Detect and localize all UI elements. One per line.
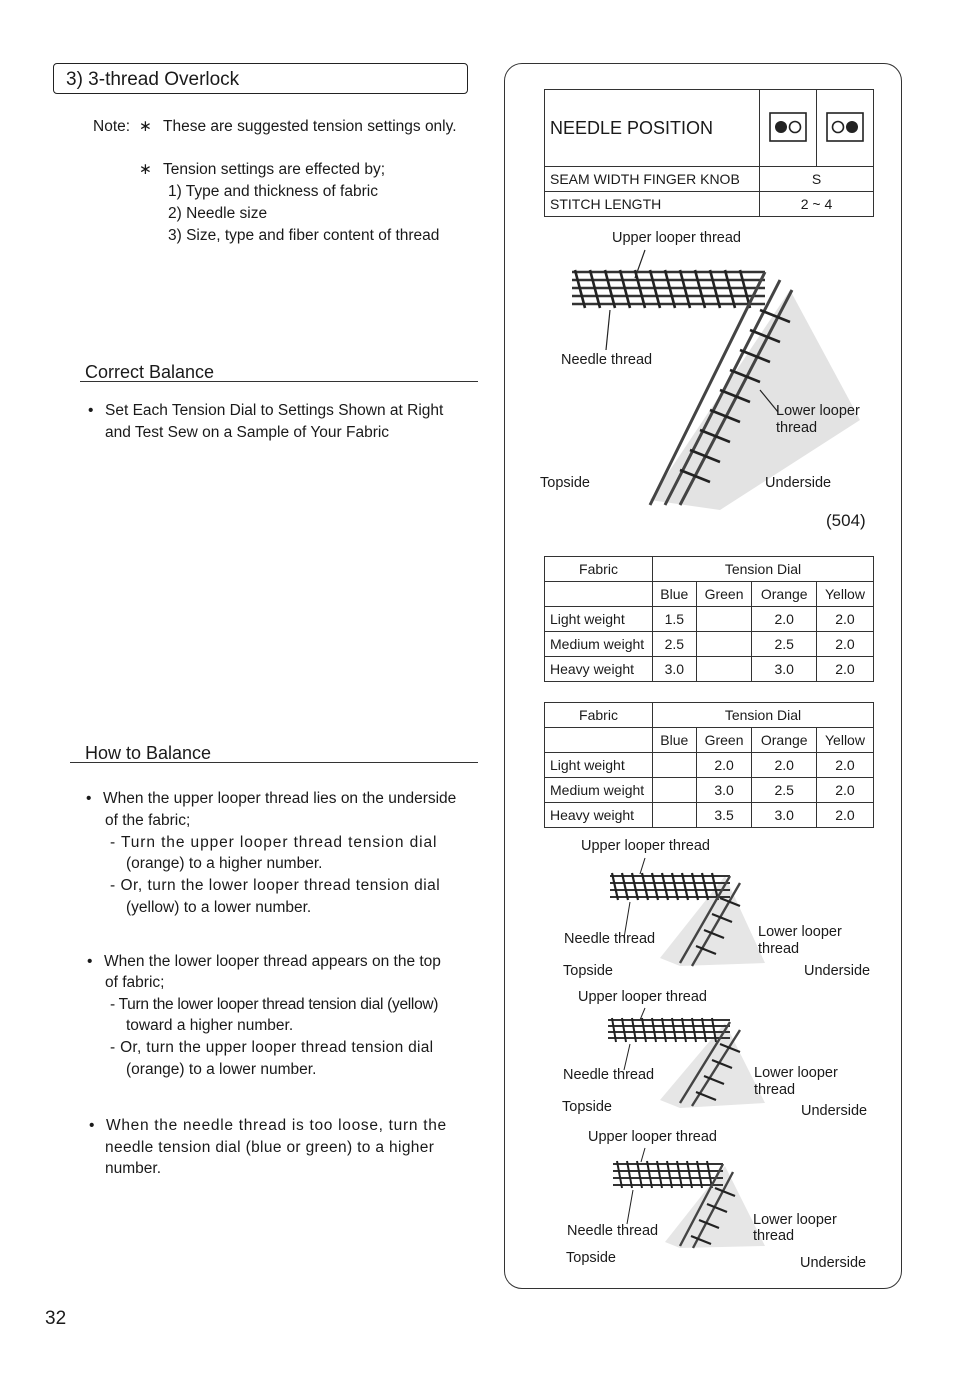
- label-lower-looper: thread: [758, 941, 800, 957]
- label-upper-looper: Upper looper thread: [578, 989, 707, 1005]
- label-underside: Underside: [804, 963, 871, 979]
- label-lower-looper: Lower looper: [753, 1212, 837, 1228]
- bullet-text: - Or, turn the lower looper thread tension dial: [110, 877, 441, 894]
- bullet-text: of fabric;: [105, 974, 165, 991]
- label-topside: Topside: [563, 963, 613, 979]
- table-row: Light weight 1.5 2.0 2.0: [545, 607, 874, 632]
- column-header: Yellow: [816, 582, 873, 607]
- table-header: Fabric: [545, 557, 653, 582]
- table-row: Medium weight 2.5 2.5 2.0: [545, 632, 874, 657]
- note-item: 3) Size, type and fiber content of thread: [168, 227, 440, 244]
- label-topside: Topside: [566, 1250, 616, 1266]
- bullet-text: - Or, turn the upper looper thread tension dial: [110, 1039, 434, 1056]
- note-item: 2) Needle size: [168, 205, 268, 222]
- column-header: Orange: [752, 582, 817, 607]
- column-header: Green: [696, 582, 752, 607]
- table-row: Light weight 2.0 2.0 2.0: [545, 753, 874, 778]
- heading-rule: [70, 762, 478, 763]
- label-lower-looper: Lower looper: [758, 924, 842, 940]
- table-row-value: S: [760, 167, 874, 192]
- bullet-text: number.: [105, 1160, 162, 1177]
- needle-position-table: [544, 89, 874, 217]
- label-lower-looper: thread: [776, 420, 818, 436]
- note-line: These are suggested tension settings only.: [163, 118, 457, 135]
- table-header: Tension Dial: [653, 557, 874, 582]
- label-lower-looper: Lower looper: [754, 1065, 838, 1081]
- bullet-text: (orange) to a higher number.: [126, 855, 323, 872]
- label-topside: Topside: [540, 475, 590, 491]
- bullet-text: of the fabric;: [105, 812, 191, 829]
- label-needle-thread: Needle thread: [567, 1223, 659, 1239]
- needle-position-title: NEEDLE POSITION: [545, 90, 760, 167]
- heading-how-to-balance: How to Balance: [85, 743, 212, 763]
- bullet-text: toward a higher number.: [126, 1017, 294, 1034]
- note-line: Tension settings are effected by;: [163, 161, 386, 178]
- bullet-text: (orange) to a lower number.: [126, 1061, 317, 1078]
- label-needle-thread: Needle thread: [563, 1067, 655, 1083]
- tension-table-2: [544, 702, 874, 828]
- section-title: 3) 3-thread Overlock: [53, 63, 468, 94]
- heading-correct-balance: Correct Balance: [85, 362, 215, 382]
- label-underside: Underside: [765, 475, 832, 491]
- stitch-number: (504): [826, 511, 866, 530]
- label-lower-looper: Lower looper: [776, 403, 860, 419]
- column-header: Green: [696, 728, 752, 753]
- bullet-text: • When the lower looper thread appears on the top: [104, 951, 441, 973]
- label-upper-looper: Upper looper thread: [581, 838, 710, 854]
- table-header: Fabric: [545, 703, 653, 728]
- table-row-label: SEAM WIDTH FINGER KNOB: [545, 167, 760, 192]
- bullet-text: - Turn the upper looper thread tension dial: [110, 834, 438, 851]
- label-needle-thread: Needle thread: [564, 931, 656, 947]
- bullet-text: and Test Sew on a Sample of Your Fabric: [105, 424, 390, 441]
- table-row-label: STITCH LENGTH: [545, 192, 760, 217]
- note-label: Note:: [93, 118, 131, 135]
- needle-right-icon: [817, 90, 874, 167]
- table-row: Heavy weight 3.0 3.0 2.0: [545, 657, 874, 682]
- bullet-text: • When the upper looper thread lies on the underside: [103, 788, 456, 810]
- note-star-icon: ∗: [139, 118, 152, 135]
- needle-left-icon: [760, 90, 817, 167]
- stitch-illustration-small: [600, 858, 770, 968]
- note-star-icon: ∗: [139, 161, 152, 178]
- bullet-text: • When the needle thread is too loose, turn the: [106, 1115, 447, 1137]
- page-number: 32: [45, 1308, 67, 1329]
- label-lower-looper: thread: [754, 1082, 796, 1098]
- column-header: Yellow: [816, 728, 873, 753]
- label-needle-thread: Needle thread: [561, 352, 653, 368]
- table-header: Tension Dial: [653, 703, 874, 728]
- heading-rule: [80, 381, 478, 382]
- label-topside: Topside: [562, 1099, 612, 1115]
- label-upper-looper: Upper looper thread: [612, 230, 741, 246]
- table-row: Medium weight 3.0 2.5 2.0: [545, 778, 874, 803]
- label-upper-looper: Upper looper thread: [588, 1129, 717, 1145]
- tension-table-1: [544, 556, 874, 682]
- table-row: Heavy weight 3.5 3.0 2.0: [545, 803, 874, 828]
- bullet-text: - Turn the lower looper thread tension dial (yellow): [110, 996, 439, 1013]
- column-header: Blue: [653, 728, 697, 753]
- bullet-text: • Set Each Tension Dial to Settings Shown at Right: [105, 400, 443, 422]
- column-header: Orange: [752, 728, 817, 753]
- table-row-value: 2 ~ 4: [760, 192, 874, 217]
- stitch-illustration-small: [600, 1008, 770, 1108]
- label-underside: Underside: [800, 1255, 867, 1271]
- bullet-text: needle tension dial (blue or green) to a higher: [105, 1139, 435, 1156]
- label-lower-looper: thread: [753, 1228, 795, 1244]
- column-header: Blue: [653, 582, 697, 607]
- note-item: 1) Type and thickness of fabric: [168, 183, 378, 200]
- bullet-text: (yellow) to a lower number.: [126, 899, 312, 916]
- label-underside: Underside: [801, 1103, 868, 1119]
